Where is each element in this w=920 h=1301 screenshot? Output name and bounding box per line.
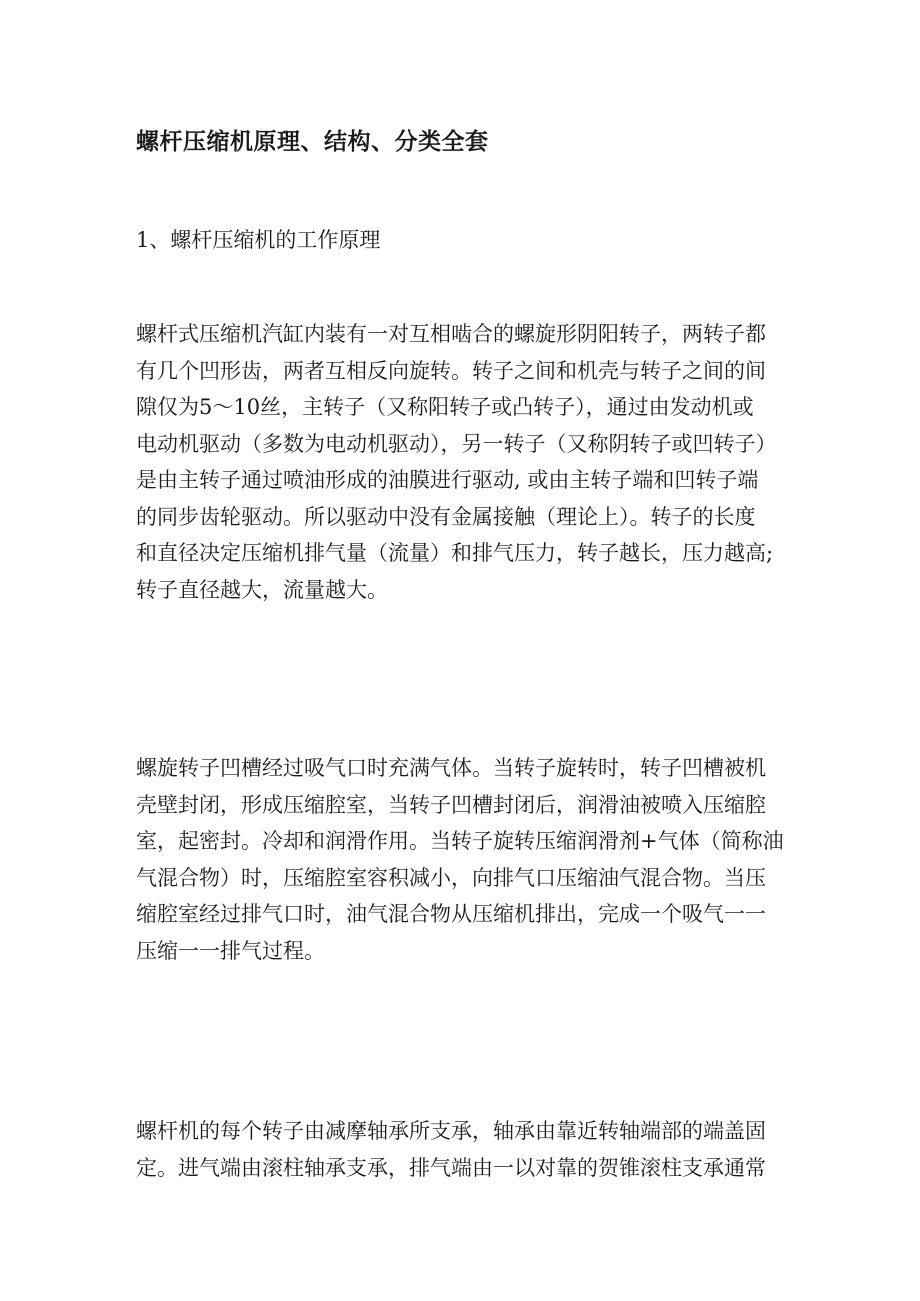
paragraph-line: 转子直径越大，流量越大。	[136, 577, 388, 602]
paragraph-line: 气混合物）时，压缩腔室容积减小，向排气口压缩油气混合物。当压	[136, 865, 766, 890]
paragraph-line: 螺杆机的每个转子由减摩轴承所支承，轴承由靠近转轴端部的端盖固	[136, 1119, 766, 1143]
paragraph-line: 的同步齿轮驱动。所以驱动中没有金属接触（理论上）。转子的长度	[136, 504, 756, 529]
paragraph-working-principle	[136, 316, 816, 608]
paragraph-line: 和直径决定压缩机排气量（流量）和排气压力，转子越长，压力越高;	[136, 541, 774, 565]
paragraph-line: 有几个凹形齿，两者互相反向旋转。转子之间和机壳与转子之间的间	[136, 358, 766, 383]
paragraph-line: 缩腔室经过排气口时，油气混合物从压缩机排出，完成一个吸气一一	[136, 902, 766, 926]
paragraph-line: 定。进气端由滚柱轴承支承，排气端由一以对靠的贺锥滚柱支承通常	[136, 1155, 766, 1180]
section-heading: 1、螺杆压缩机的工作原理	[136, 228, 381, 252]
paragraph-line: 壳壁封闭，形成压缩腔室，当转子凹槽封闭后，润滑油被喷入压缩腔	[136, 792, 766, 817]
paragraph-line: 螺旋转子凹槽经过吸气口时充满气体。当转子旋转时，转子凹槽被机	[136, 756, 766, 780]
paragraph-line: 是由主转子通过喷油形成的油膜进行驱动, 或由主转子端和凹转子端	[136, 468, 759, 492]
paragraph-line: 螺杆式压缩机汽缸内装有一对互相啮合的螺旋形阴阳转子，两转子都	[136, 322, 766, 346]
paragraph-line: 隙仅为5～10丝，主转子（又称阳转子或凸转子），通过由发动机或	[136, 395, 754, 419]
paragraph-bearings	[136, 1113, 816, 1186]
paragraph-compression-cycle	[136, 750, 816, 969]
document-title: 螺杆压缩机原理、结构、分类全套	[136, 129, 489, 155]
paragraph-line: 电动机驱动（多数为电动机驱动），另一转子（又称阴转子或凹转子）	[136, 431, 777, 456]
paragraph-line: 室，起密封。冷却和润滑作用。当转子旋转压缩润滑剂+气体（简称油	[136, 829, 784, 853]
paragraph-line: 压缩一一排气过程。	[136, 938, 325, 963]
